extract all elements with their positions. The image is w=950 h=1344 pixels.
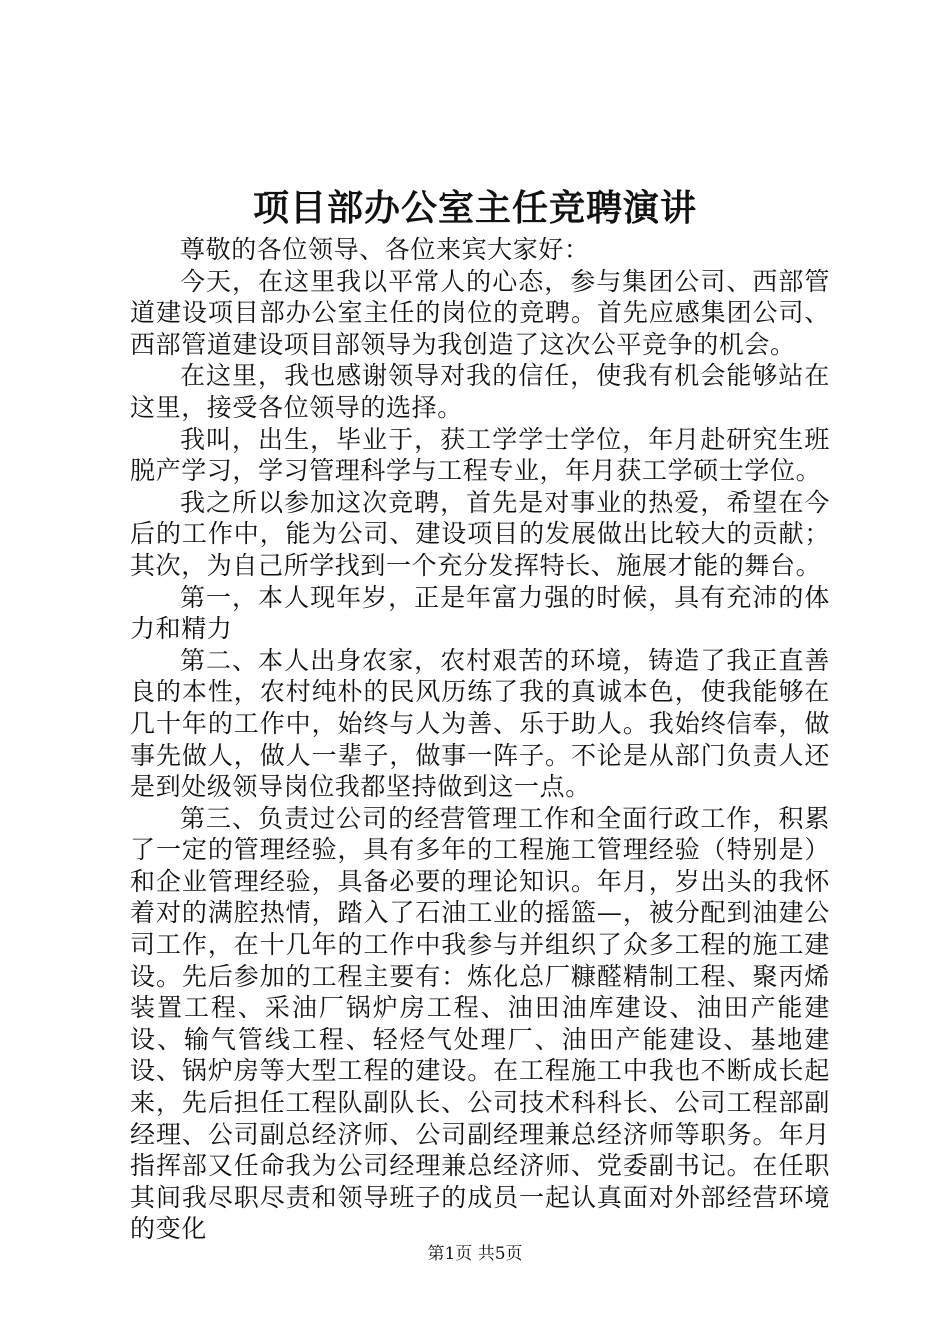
paragraph-point-three: 第三、负责过公司的经营管理工作和全面行政工作，积累了一定的管理经验，具有多年的工程施工管理经验（特别是）和企业管理经验，具备必要的理论知识。年月，岁出头的我怀着对的满腔热情，踏入了石油工业的摇篮—，被分配到油建公司工作，在十几年的工作中我参与并组织了众多工程的施工建设。先后参加的工程主要有：炼化总厂糠醛精制工程、聚丙烯装置工程、采油厂锅炉房工程、油田油库建设、油田产能建设、输气管线工程、轻烃气处理厂、油田产能建设、基地建设、锅炉房等大型工程的建设。在工程施工中我也不断成长起来，先后担任工程队副队长、公司技术科科长、公司工程部副经理、公司副总经济师、公司副经理兼总经济师等职务。年月指挥部又任命我为公司经理兼总经济师、党委副书记。在任职其间我尽职尽责和领导班子的成员一起认真面对外部经营环境的变化 (130, 803, 830, 1244)
paragraph-point-two: 第二、本人出身农家，农村艰苦的环境，铸造了我正直善良的本性，农村纯朴的民风历练了我的真诚本色，使我能够在几十年的工作中，始终与人为善、乐于助人。我始终信奉，做事先做人，做人一辈子，做事一阵子。不论是从部门负责人还是到处级领导岗位我都坚持做到这一点。 (130, 645, 830, 802)
document-body (130, 234, 830, 1245)
paragraph-motivation: 我之所以参加这次竞聘，首先是对事业的热爱，希望在今后的工作中，能为公司、建设项目的发展做出比较大的贡献；其次，为自己所学找到一个充分发挥特长、施展才能的舞台。 (130, 487, 830, 580)
paragraph-intro: 今天，在这里我以平常人的心态，参与集团公司、西部管道建设项目部办公室主任的岗位的竞聘。首先应感集团公司、西部管道建设项目部领导为我创造了这次公平竞争的机会。 (130, 266, 830, 359)
document-title: 项目部办公室主任竞聘演讲 (252, 187, 697, 229)
paragraph-background: 我叫，出生，毕业于，获工学学士学位，年月赴研究生班脱产学习，学习管理科学与工程专业，年月获工学硕士学位。 (130, 424, 830, 486)
paragraph-thanks: 在这里，我也感谢领导对我的信任，使我有机会能够站在这里，接受各位领导的选择。 (130, 361, 830, 422)
page-footer: 第1页 共5页 (427, 1244, 523, 1264)
paragraph-point-one: 第一，本人现年岁，正是年富力强的时候，具有充沛的体力和精力 (130, 582, 830, 644)
paragraph-greeting: 尊敬的各位领导、各位来宾大家好： (180, 235, 590, 264)
